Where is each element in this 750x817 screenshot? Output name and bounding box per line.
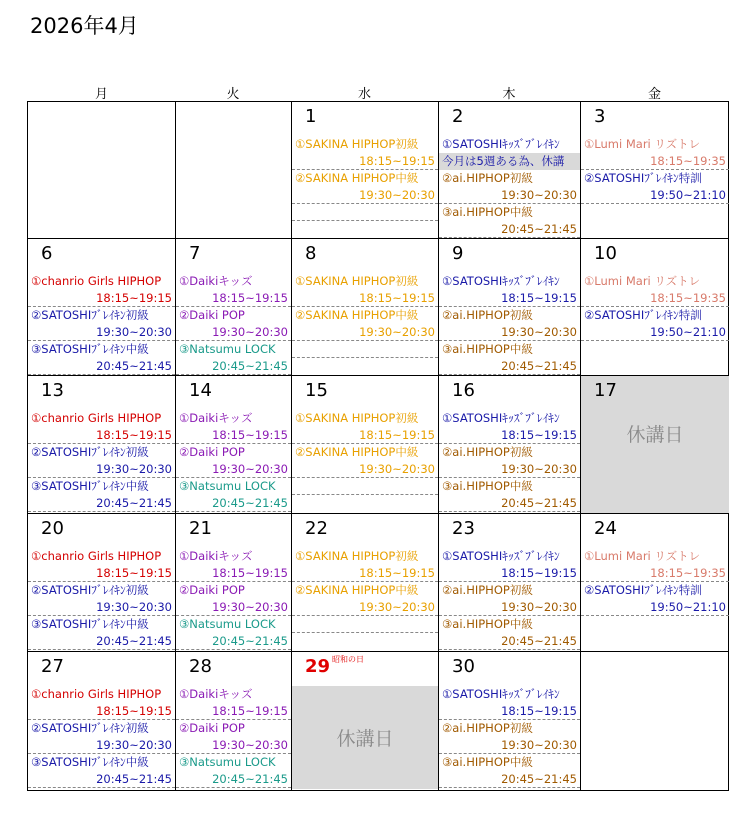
- day-cell-21: [176, 514, 291, 651]
- day-cell-29: [292, 652, 438, 789]
- class-name: ①SAKINA HIPHOP初級: [295, 274, 419, 288]
- class-name: ①SAKINA HIPHOP初級: [295, 137, 419, 151]
- day-number: 22: [305, 518, 328, 539]
- class-name: ②SAKINA HIPHOP中級: [295, 583, 419, 597]
- day-number: 28: [189, 656, 212, 677]
- class-time: 18:15~19:15: [176, 427, 291, 444]
- class-time: 20:45~21:45: [176, 495, 291, 512]
- class-time: 18:15~19:15: [292, 290, 438, 307]
- class-time: 20:45~21:45: [28, 358, 175, 375]
- class-name: ③ai.HIPHOP中級: [442, 755, 533, 769]
- class-time: 20:45~21:45: [28, 633, 175, 650]
- class-name: ②SATOSHIﾌﾞﾚｲｷﾝ特訓: [584, 308, 702, 322]
- weekday-thu: 木: [502, 87, 516, 102]
- day-number: 15: [305, 380, 328, 401]
- weekday-tue: 火: [226, 87, 240, 102]
- class-name: ②SATOSHIﾌﾞﾚｲｷﾝ初級: [31, 308, 149, 322]
- class-time: 19:50~21:10: [581, 599, 729, 616]
- day-number: 21: [189, 518, 212, 539]
- class-list: [439, 273, 580, 375]
- class-name: ③ai.HIPHOP中級: [442, 342, 533, 356]
- class-time: 19:30~20:30: [439, 737, 580, 754]
- class-list: [439, 136, 580, 238]
- class-time: 19:30~20:30: [439, 187, 580, 204]
- weekday-fri: 金: [647, 87, 661, 102]
- class-time: 20:45~21:45: [176, 633, 291, 650]
- day-number: 23: [452, 518, 475, 539]
- day-number: 2: [452, 106, 464, 127]
- class-name: ①Daikiキッズ: [179, 549, 253, 563]
- day-cell-30: [439, 652, 580, 789]
- class-name: [292, 204, 438, 221]
- day-number: 9: [452, 243, 464, 264]
- class-time: 20:45~21:45: [176, 358, 291, 375]
- class-time: 18:15~19:15: [28, 703, 175, 720]
- class-name: ②ai.HIPHOP初級: [442, 721, 533, 735]
- class-name: ②ai.HIPHOP初級: [442, 445, 533, 459]
- class-name: ③Natsumu LOCK: [179, 479, 276, 493]
- class-time: 19:30~20:30: [439, 599, 580, 616]
- class-time: 19:30~20:30: [292, 461, 438, 478]
- day-cell-8: [292, 239, 438, 375]
- day-cell-10: [581, 239, 729, 375]
- class-time: 20:45~21:45: [439, 633, 580, 650]
- class-time: 18:15~19:15: [439, 290, 580, 307]
- class-name: ①SAKINA HIPHOP初級: [295, 411, 419, 425]
- class-name: [292, 341, 438, 358]
- class-name: ①SATOSHIｷｯｽﾞﾌﾞﾚｲｷﾝ: [442, 137, 560, 151]
- class-name: ②SATOSHIﾌﾞﾚｲｷﾝ初級: [31, 721, 149, 735]
- day-cell-24: [581, 514, 729, 651]
- day-number: 8: [305, 243, 317, 264]
- class-name: ②Daiki POP: [179, 445, 245, 459]
- class-list: [581, 136, 729, 204]
- class-time: 20:45~21:45: [439, 358, 580, 375]
- class-time: 19:30~20:30: [176, 461, 291, 478]
- class-time: 20:45~21:45: [176, 771, 291, 788]
- class-list: [176, 273, 291, 375]
- class-time: 18:15~19:15: [292, 565, 438, 582]
- class-list: [581, 273, 729, 341]
- day-cell-9: [439, 239, 580, 375]
- day-number: 30: [452, 656, 475, 677]
- class-time: 19:30~20:30: [292, 324, 438, 341]
- day-cell-17: [581, 376, 729, 513]
- class-list: [439, 686, 580, 788]
- class-time: 20:45~21:45: [439, 221, 580, 238]
- closed-day-label: 休講日: [336, 728, 394, 750]
- class-name: ③SATOSHIﾌﾞﾚｲｷﾝ中級: [31, 755, 149, 769]
- class-time: 18:15~19:35: [581, 153, 729, 170]
- class-name: ③ai.HIPHOP中級: [442, 617, 533, 631]
- class-time: 19:30~20:30: [292, 599, 438, 616]
- class-time: 18:15~19:35: [581, 290, 729, 307]
- class-time: 19:50~21:10: [581, 324, 729, 341]
- class-name: ①Daikiキッズ: [179, 274, 253, 288]
- class-list: [176, 410, 291, 512]
- class-time: 19:30~20:30: [28, 461, 175, 478]
- class-name: ③Natsumu LOCK: [179, 617, 276, 631]
- class-list: [28, 686, 175, 788]
- class-time: 20:45~21:45: [28, 771, 175, 788]
- class-time: 19:30~20:30: [439, 324, 580, 341]
- class-list: [28, 410, 175, 512]
- day-cell-16: [439, 376, 580, 513]
- class-name: ②ai.HIPHOP初級: [442, 583, 533, 597]
- day-number: 6: [41, 243, 53, 264]
- class-name: ②SAKINA HIPHOP中級: [295, 445, 419, 459]
- class-time: 18:15~19:15: [176, 703, 291, 720]
- class-time: 18:15~19:15: [28, 565, 175, 582]
- class-time: 19:30~20:30: [176, 737, 291, 754]
- day-number: 1: [305, 106, 317, 127]
- day-number: 10: [594, 243, 617, 264]
- class-list: [28, 273, 175, 375]
- class-list: [292, 136, 438, 221]
- class-name: ①chanrio Girls HIPHOP: [31, 274, 162, 288]
- day-number: 13: [41, 380, 64, 401]
- class-list: [176, 548, 291, 650]
- class-time: 20:45~21:45: [28, 495, 175, 512]
- day-cell-20: [28, 514, 175, 651]
- day-cell-15: [292, 376, 438, 513]
- holiday-name: 昭和の日: [332, 655, 364, 664]
- empty-cell: [176, 102, 291, 238]
- class-time: 18:15~19:15: [439, 703, 580, 720]
- class-name: ①SATOSHIｷｯｽﾞﾌﾞﾚｲｷﾝ: [442, 687, 560, 701]
- day-cell-13: [28, 376, 175, 513]
- class-name: ③Natsumu LOCK: [179, 342, 276, 356]
- class-name: ②SAKINA HIPHOP中級: [295, 308, 419, 322]
- calendar-grid: [27, 101, 729, 791]
- class-name: ②SATOSHIﾌﾞﾚｲｷﾝ初級: [31, 445, 149, 459]
- weekday-mon: 月: [94, 87, 108, 102]
- class-name: ②SATOSHIﾌﾞﾚｲｷﾝ初級: [31, 583, 149, 597]
- class-name: ③SATOSHIﾌﾞﾚｲｷﾝ中級: [31, 342, 149, 356]
- class-name: ②ai.HIPHOP初級: [442, 308, 533, 322]
- day-cell-3: [581, 102, 729, 238]
- class-time: 18:15~19:15: [28, 290, 175, 307]
- class-list: [292, 273, 438, 358]
- class-name: ①Lumi Mari リズトレ: [584, 549, 701, 563]
- class-time: 18:15~19:15: [292, 427, 438, 444]
- page-title: 2026年4月: [30, 14, 139, 38]
- class-list: [292, 548, 438, 633]
- class-time: 19:30~20:30: [439, 461, 580, 478]
- day-number: 20: [41, 518, 64, 539]
- class-name: ②ai.HIPHOP初級: [442, 171, 533, 185]
- class-time: 19:30~20:30: [176, 324, 291, 341]
- weekday-header: [28, 83, 729, 101]
- class-list: [176, 686, 291, 788]
- class-time: 20:45~21:45: [439, 495, 580, 512]
- day-number: 14: [189, 380, 212, 401]
- class-name: ①SAKINA HIPHOP初級: [295, 549, 419, 563]
- class-time: 19:30~20:30: [28, 599, 175, 616]
- class-time: 18:15~19:35: [581, 565, 729, 582]
- class-name: ③Natsumu LOCK: [179, 755, 276, 769]
- day-cell-23: [439, 514, 580, 651]
- class-name: ②SAKINA HIPHOP中級: [295, 171, 419, 185]
- class-name: [292, 616, 438, 633]
- class-name: ①chanrio Girls HIPHOP: [31, 549, 162, 563]
- class-name: ②Daiki POP: [179, 583, 245, 597]
- class-time: 18:15~19:15: [439, 427, 580, 444]
- empty-cell: [28, 102, 175, 238]
- class-name: ①SATOSHIｷｯｽﾞﾌﾞﾚｲｷﾝ: [442, 549, 560, 563]
- day-cell-22: [292, 514, 438, 651]
- class-name: ②Daiki POP: [179, 308, 245, 322]
- day-number: 29: [305, 656, 331, 677]
- class-name: ①Daikiキッズ: [179, 687, 253, 701]
- day-cell-14: [176, 376, 291, 513]
- class-name: ①SATOSHIｷｯｽﾞﾌﾞﾚｲｷﾝ: [442, 274, 560, 288]
- class-name: ①Lumi Mari リズトレ: [584, 274, 701, 288]
- class-list: [292, 410, 438, 495]
- day-number: 7: [189, 243, 201, 264]
- class-name: ②Daiki POP: [179, 721, 245, 735]
- class-time: 18:15~19:15: [176, 290, 291, 307]
- class-time: 19:30~20:30: [176, 599, 291, 616]
- day-cell-27: [28, 652, 175, 789]
- day-cell-28: [176, 652, 291, 789]
- empty-cell: [581, 652, 729, 789]
- class-name: ①Daikiキッズ: [179, 411, 253, 425]
- day-number: 17: [594, 380, 617, 401]
- class-name: ②SATOSHIﾌﾞﾚｲｷﾝ特訓: [584, 171, 702, 185]
- class-name: ①SATOSHIｷｯｽﾞﾌﾞﾚｲｷﾝ: [442, 411, 560, 425]
- day-cell-6: [28, 239, 175, 375]
- class-name: ②SATOSHIﾌﾞﾚｲｷﾝ特訓: [584, 583, 702, 597]
- class-time: 18:15~19:15: [439, 565, 580, 582]
- day-cell-7: [176, 239, 291, 375]
- class-time: 19:30~20:30: [28, 737, 175, 754]
- class-name: ③ai.HIPHOP中級: [442, 479, 533, 493]
- class-time: 18:15~19:15: [176, 565, 291, 582]
- class-name: ①chanrio Girls HIPHOP: [31, 411, 162, 425]
- class-time: 20:45~21:45: [439, 771, 580, 788]
- day-number: 24: [594, 518, 617, 539]
- weekday-wed: 水: [357, 87, 371, 102]
- class-list: [581, 548, 729, 616]
- class-list: [28, 548, 175, 650]
- class-time: 19:30~20:30: [28, 324, 175, 341]
- class-name: ①chanrio Girls HIPHOP: [31, 687, 162, 701]
- class-name: [292, 478, 438, 495]
- day-cell-1: [292, 102, 438, 238]
- class-notice: 今月は5週ある為、休講: [439, 153, 580, 170]
- class-name: ①Lumi Mari リズトレ: [584, 137, 701, 151]
- class-time: 19:30~20:30: [292, 187, 438, 204]
- day-number: 3: [594, 106, 606, 127]
- class-time: 18:15~19:15: [28, 427, 175, 444]
- class-name: ③ai.HIPHOP中級: [442, 205, 533, 219]
- class-list: [439, 410, 580, 512]
- class-list: [439, 548, 580, 650]
- class-time: 19:50~21:10: [581, 187, 729, 204]
- closed-day-label: 休講日: [626, 424, 684, 446]
- class-name: ③SATOSHIﾌﾞﾚｲｷﾝ中級: [31, 617, 149, 631]
- day-cell-2: [439, 102, 580, 238]
- day-number: 27: [41, 656, 64, 677]
- class-name: ③SATOSHIﾌﾞﾚｲｷﾝ中級: [31, 479, 149, 493]
- class-time: 18:15~19:15: [292, 153, 438, 170]
- day-number: 16: [452, 380, 475, 401]
